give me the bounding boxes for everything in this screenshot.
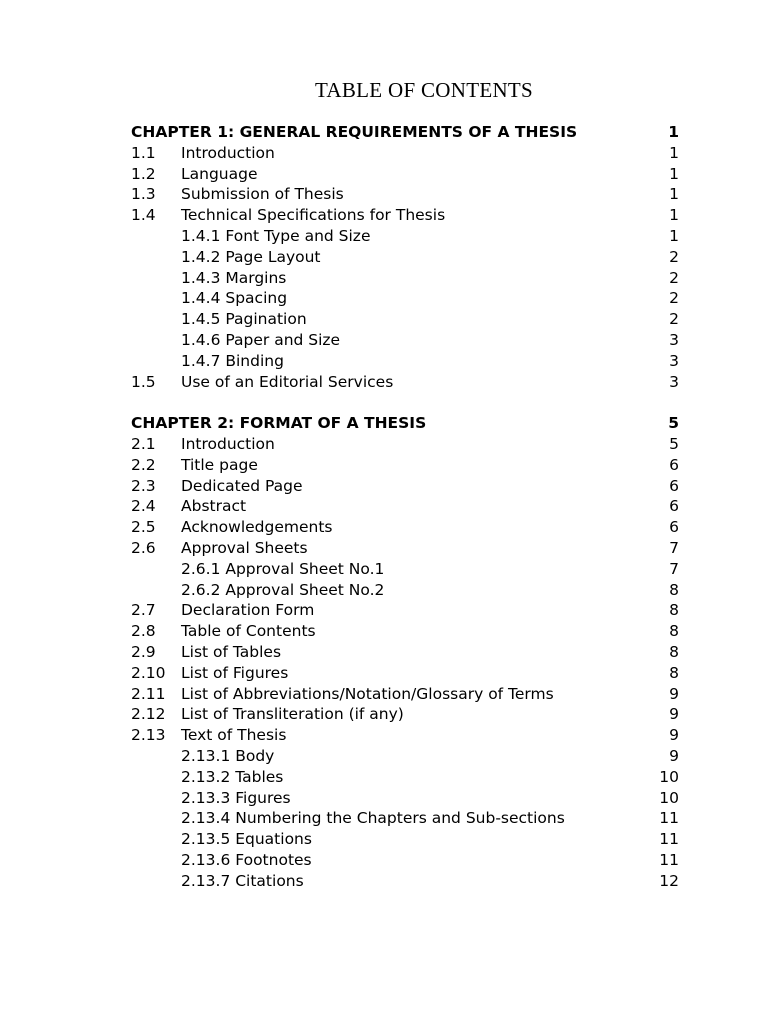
toc-entry-title: 2.13.3 Figures — [181, 788, 291, 807]
toc-entry-title: 2.6.1 Approval Sheet No.1 — [181, 559, 385, 578]
toc-chapter-heading — [131, 122, 691, 143]
toc-entry-title: Declaration Form — [181, 601, 315, 620]
toc-subentry — [131, 788, 691, 809]
toc-page-number: 11 — [659, 850, 679, 869]
toc-entry-title: 2.6.2 Approval Sheet No.2 — [181, 580, 385, 599]
toc-subentry — [131, 288, 691, 309]
toc-entry — [131, 164, 691, 185]
toc-page-number: 9 — [669, 705, 679, 724]
toc-page-number: 1 — [668, 123, 679, 141]
toc-entry — [131, 476, 691, 497]
toc-subentry — [131, 580, 691, 601]
toc-entry-number: 1.5 — [131, 372, 156, 391]
toc-subentry — [131, 351, 691, 372]
toc-entry — [131, 372, 691, 393]
toc-entry — [131, 517, 691, 538]
toc-chapter-title: CHAPTER 2: FORMAT OF A THESIS — [131, 414, 427, 433]
toc-page-number: 8 — [669, 601, 679, 620]
toc-page-number: 2 — [669, 268, 679, 287]
toc-page-number: 3 — [669, 351, 679, 370]
toc-page-number: 6 — [669, 518, 679, 537]
toc-entry-title: List of Abbreviations/Notation/Glossary of Terms — [181, 684, 554, 703]
toc-page-number: 7 — [669, 559, 679, 578]
toc-entry — [131, 184, 691, 205]
toc-entry-title: Introduction — [181, 434, 275, 453]
toc-page-number: 2 — [669, 289, 679, 308]
toc-subentry — [131, 746, 691, 767]
toc-entry-number: 2.11 — [131, 684, 166, 703]
toc-page-number: 1 — [669, 164, 679, 183]
toc-subentry — [131, 309, 691, 330]
toc-entry-number: 2.1 — [131, 434, 156, 453]
toc-entry-number: 1.3 — [131, 185, 156, 204]
toc-chapter-heading — [131, 413, 691, 434]
toc-entry-number: 1.1 — [131, 143, 156, 162]
toc-page-number: 5 — [669, 434, 679, 453]
toc-page-number: 2 — [669, 310, 679, 329]
toc-entry-number: 2.6 — [131, 538, 156, 557]
toc-entry-title: List of Tables — [181, 642, 282, 661]
toc-subentry — [131, 268, 691, 289]
toc-page-number: 11 — [659, 809, 679, 828]
toc-subentry — [131, 808, 691, 829]
toc-entry-number: 2.2 — [131, 455, 156, 474]
toc-entry-title: Submission of Thesis — [181, 185, 344, 204]
toc-entry-title: 2.13.7 Citations — [181, 871, 304, 890]
toc-entry-title: 1.4.7 Binding — [181, 351, 284, 370]
toc-page-number: 5 — [668, 414, 679, 433]
toc-entry — [131, 143, 691, 164]
toc-entry-number: 2.12 — [131, 705, 166, 724]
toc-entry-number: 2.7 — [131, 601, 156, 620]
toc-subentry — [131, 850, 691, 871]
toc-page-number: 8 — [669, 622, 679, 641]
toc-entry — [131, 621, 691, 642]
toc-entry-title: 1.4.3 Margins — [181, 268, 287, 287]
toc-subentry — [131, 559, 691, 580]
toc-page-number: 6 — [669, 497, 679, 516]
toc-entry-title: Approval Sheets — [181, 538, 308, 557]
toc-page-number: 3 — [669, 372, 679, 391]
toc-entry-number: 2.10 — [131, 663, 166, 682]
toc-entry — [131, 496, 691, 517]
toc-entry-title: 2.13.4 Numbering the Chapters and Sub-sections — [181, 809, 565, 828]
toc-entry-number: 2.4 — [131, 497, 156, 516]
toc-entry-title: Use of an Editorial Services — [181, 372, 394, 391]
toc-page-number: 11 — [659, 830, 679, 849]
toc-entry-number: 2.8 — [131, 622, 156, 641]
toc-entry — [131, 455, 691, 476]
toc-entry — [131, 684, 691, 705]
toc-page-number: 1 — [669, 143, 679, 162]
toc-entry-number: 2.13 — [131, 726, 166, 745]
toc-subentry — [131, 829, 691, 850]
toc-entry-title: Abstract — [181, 497, 247, 516]
toc-page-number: 1 — [669, 226, 679, 245]
toc-page-number: 8 — [669, 642, 679, 661]
toc-page-number: 12 — [659, 871, 679, 890]
toc-page-number: 8 — [669, 663, 679, 682]
toc-page-number: 3 — [669, 330, 679, 349]
toc-entry-title: 1.4.4 Spacing — [181, 289, 288, 308]
toc-chapter — [131, 413, 691, 891]
toc-subentry — [131, 767, 691, 788]
toc-entry — [131, 600, 691, 621]
toc-page-number: 6 — [669, 455, 679, 474]
toc-entry-title: 1.4.6 Paper and Size — [181, 330, 341, 349]
page-title: TABLE OF CONTENTS — [314, 78, 534, 102]
toc-entry-title: 1.4.1 Font Type and Size — [181, 226, 371, 245]
toc-entry-title: Introduction — [181, 143, 275, 162]
toc-entry — [131, 704, 691, 725]
toc-subentry — [131, 330, 691, 351]
toc-entry-title: List of Figures — [181, 663, 289, 682]
toc-entry-title: 1.4.2 Page Layout — [181, 247, 321, 266]
toc-subentry — [131, 247, 691, 268]
toc-page-number: 8 — [669, 580, 679, 599]
toc-entry-title: List of Transliteration (if any) — [181, 705, 404, 724]
toc-entry — [131, 434, 691, 455]
toc-entry-title: Table of Contents — [181, 622, 316, 641]
toc-page-number: 9 — [669, 746, 679, 765]
toc-entry-title: Title page — [181, 455, 258, 474]
toc-page-number: 9 — [669, 726, 679, 745]
toc-entry — [131, 725, 691, 746]
toc-entry-title: Language — [181, 164, 258, 183]
toc-chapter — [131, 122, 691, 392]
toc-entry — [131, 642, 691, 663]
toc-entry-title: Text of Thesis — [181, 726, 287, 745]
toc-chapter-title: CHAPTER 1: GENERAL REQUIREMENTS OF A THESIS — [131, 123, 578, 141]
toc-subentry — [131, 226, 691, 247]
toc-entry-number: 1.2 — [131, 164, 156, 183]
toc-page-number: 1 — [669, 185, 679, 204]
toc-page-number: 10 — [659, 767, 679, 786]
toc-entry-title: 2.13.1 Body — [181, 746, 275, 765]
toc-entry-title: 2.13.5 Equations — [181, 830, 312, 849]
toc-entry-title: 2.13.2 Tables — [181, 767, 284, 786]
toc-entry-number: 2.9 — [131, 642, 156, 661]
toc-page-number: 2 — [669, 247, 679, 266]
toc-page-number: 10 — [659, 788, 679, 807]
toc-entry — [131, 663, 691, 684]
toc-page-number: 1 — [669, 206, 679, 225]
toc-entry — [131, 538, 691, 559]
toc-entry-title: Technical Specifications for Thesis — [181, 206, 446, 225]
toc-entry-title: 1.4.5 Pagination — [181, 310, 307, 329]
toc-list — [131, 122, 691, 912]
toc-entry-title: Dedicated Page — [181, 476, 303, 495]
toc-entry-title: Acknowledgements — [181, 518, 333, 537]
toc-entry-number: 2.3 — [131, 476, 156, 495]
toc-page-number: 9 — [669, 684, 679, 703]
toc-page-number: 6 — [669, 476, 679, 495]
toc-entry-number: 2.5 — [131, 518, 156, 537]
toc-entry — [131, 205, 691, 226]
toc-entry-number: 1.4 — [131, 206, 156, 225]
toc-page-number: 7 — [669, 538, 679, 557]
toc-subentry — [131, 871, 691, 892]
toc-entry-title: 2.13.6 Footnotes — [181, 850, 312, 869]
